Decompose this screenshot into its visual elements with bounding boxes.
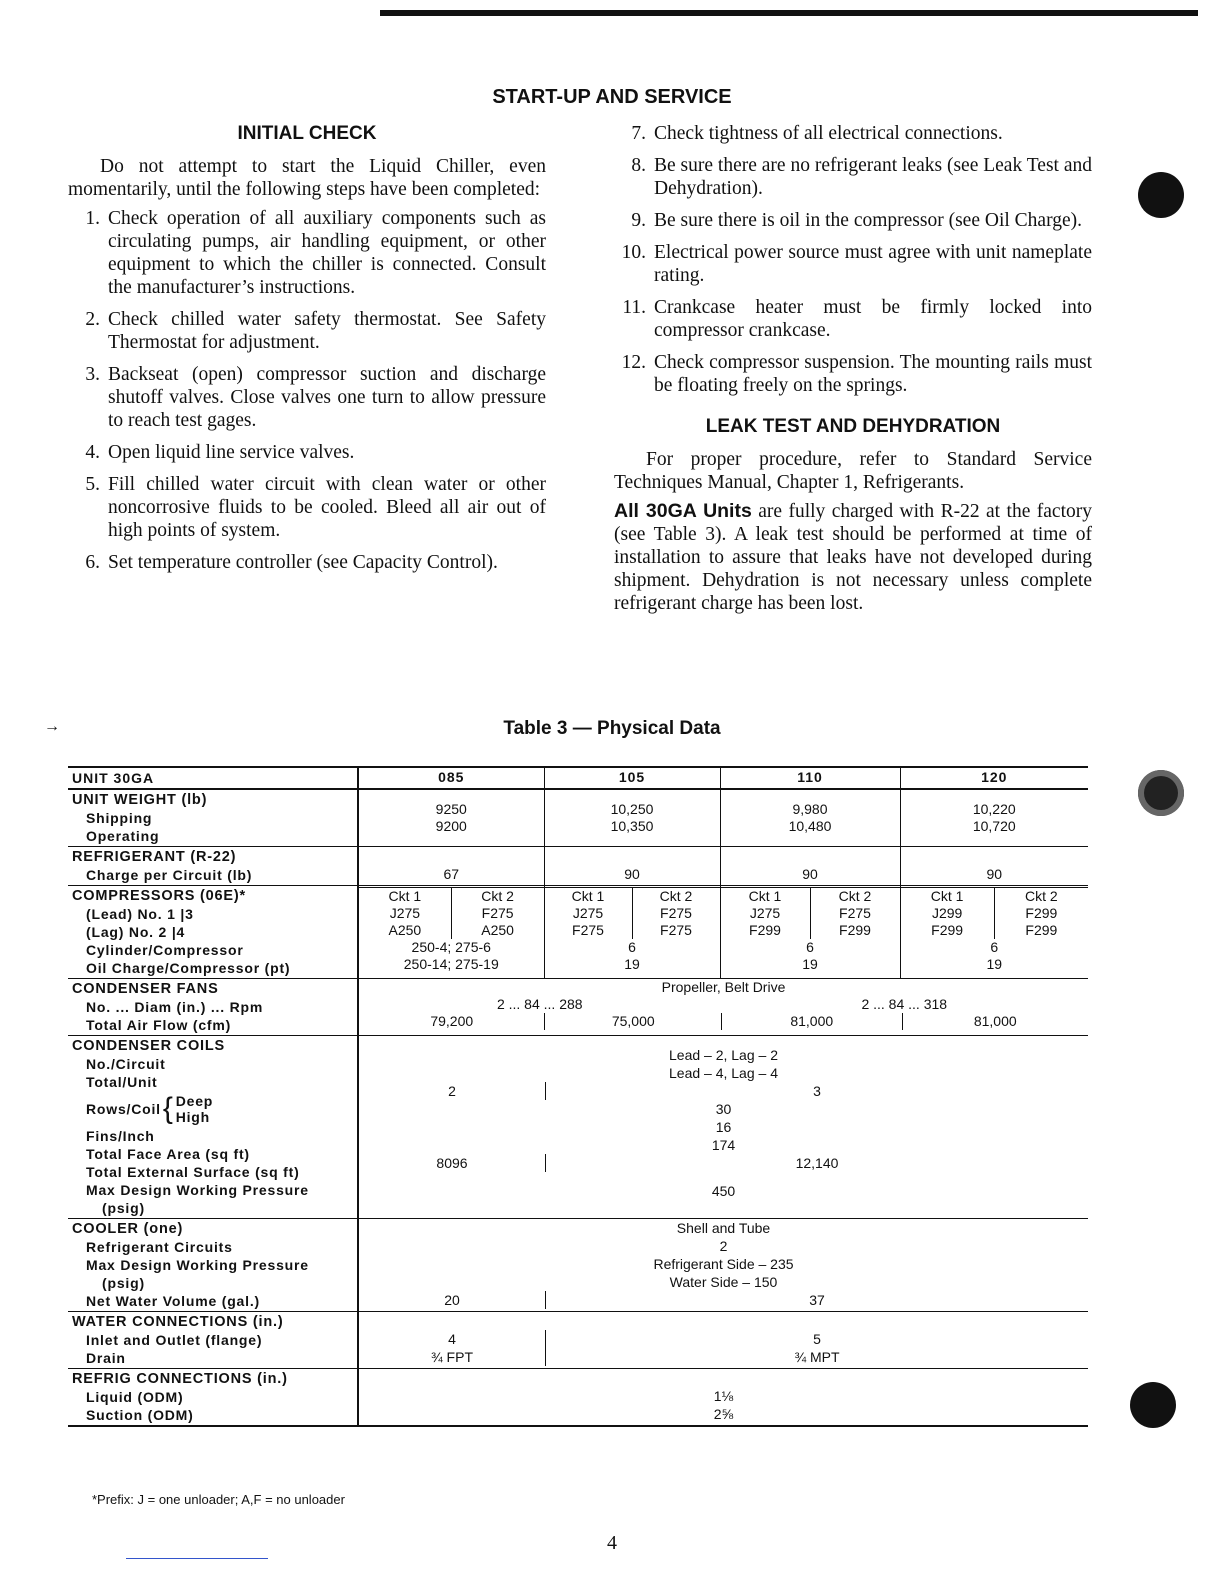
step-text: Open liquid line service valves. — [108, 442, 355, 463]
step-number: 7. — [631, 123, 646, 144]
compressors-120 — [900, 886, 1088, 979]
external-085: 8096 — [359, 1154, 546, 1172]
liquid-label: Liquid (ODM) — [86, 1389, 184, 1405]
liquid-size: 1⅛ — [713, 1388, 734, 1404]
cooler-row — [68, 1219, 1088, 1312]
fans-spec-label: No. ... Diam (in.) ... Rpm — [86, 999, 264, 1015]
charge-label: Charge per Circuit (lb) — [86, 867, 253, 883]
step-item — [614, 209, 1092, 232]
step-item — [614, 122, 1092, 145]
steps-list — [68, 207, 546, 574]
fans-label: CONDENSER FANS — [72, 981, 219, 997]
oil-value: 19 — [986, 956, 1003, 972]
step-item — [68, 363, 546, 432]
step-text: Check compressor suspension. The mounting rails must be floating freely on the springs. — [654, 352, 1092, 396]
coils-per-circuit: Lead – 2, Lag – 2 — [669, 1047, 778, 1063]
cooler-refrigerant-side: Refrigerant Side – 235 — [653, 1256, 794, 1272]
oil-label: Oil Charge/Compressor (pt) — [86, 960, 291, 976]
step-item — [68, 473, 546, 542]
airflow-120: 81,000 — [973, 1013, 1017, 1029]
total-unit-label: Total/Unit — [86, 1074, 158, 1090]
water-volume-rest: 37 — [809, 1292, 825, 1308]
step-number: 2. — [85, 309, 100, 330]
cooler-circuits-label: Refrigerant Circuits — [86, 1239, 233, 1255]
unit-weight-label: UNIT WEIGHT (lb) — [72, 792, 208, 808]
operating-110: 10,480 — [788, 818, 832, 834]
oil-value: 250-14; 275-19 — [403, 956, 499, 972]
fans-type: Propeller, Belt Drive — [661, 979, 786, 995]
airflow-110: 81,000 — [722, 1013, 903, 1030]
water-connections-row — [68, 1312, 1088, 1369]
initial-check-intro: Do not attempt to start the Liquid Chiller, even momentarily, until the following steps have been completed: — [68, 156, 546, 200]
steps-list-continued — [614, 122, 1092, 397]
table-header-row — [68, 767, 1088, 789]
step-text: Set temperature controller (see Capacity Control). — [108, 552, 498, 573]
coils-fins: 16 — [715, 1119, 732, 1135]
water-connections-label: WATER CONNECTIONS (in.) — [72, 1314, 284, 1330]
step-item — [614, 241, 1092, 287]
binder-hole — [1138, 770, 1184, 816]
step-item — [614, 154, 1092, 200]
rows-coil-label: Rows/Coil — [86, 1101, 161, 1117]
operating-label: Operating — [86, 828, 160, 844]
leak-test-para2 — [614, 500, 1092, 615]
circuit-2-header: Ckt 2 — [838, 888, 872, 904]
coils-per-unit: Lead – 4, Lag – 4 — [669, 1065, 778, 1081]
model-105: 105 — [544, 767, 720, 789]
coils-row: CONDENSER COILS No./Circuit Total/Unit Rows/Coil { Deep High Fins/Inch Total Face Area (sq ft) Total External Surface (sq ft) Max Design Working Pressure (psig) Lead – 2, Lag – 2 Lead – 4, Lag – 4 2 3 30 16 174 8096 12,140 450 — [68, 1036, 1088, 1219]
step-number: 9. — [631, 210, 646, 231]
step-item — [68, 441, 546, 464]
footnote: *Prefix: J = one unloader; A,F = no unloader — [92, 1492, 345, 1507]
charge-085: 67 — [443, 866, 460, 882]
lag-ckt2: F275 — [660, 922, 692, 938]
circuit-1-header: Ckt 1 — [545, 888, 633, 905]
coils-mdwp: 450 — [711, 1183, 736, 1199]
shipping-120: 10,220 — [972, 801, 1016, 817]
cylinder-value: 6 — [628, 939, 636, 955]
coils-face-area: 174 — [711, 1137, 736, 1153]
drain-label: Drain — [86, 1350, 126, 1366]
cooler-mdwp-label: Max Design Working Pressure — [86, 1257, 309, 1273]
fans-row — [68, 979, 1088, 1036]
coil-psig-label: (psig) — [102, 1200, 145, 1216]
circuit-1-header: Ckt 1 — [359, 888, 452, 905]
step-item — [68, 207, 546, 299]
binder-hole — [1138, 172, 1184, 218]
refrigerant-label: REFRIGERANT (R-22) — [72, 849, 237, 865]
coils-high: 30 — [715, 1101, 732, 1117]
step-text: Be sure there are no refrigerant leaks (see Leak Test and Dehydration). — [654, 155, 1092, 199]
step-item — [614, 296, 1092, 342]
refrig-connections-row — [68, 1369, 1088, 1427]
cooler-water-side: Water Side – 150 — [669, 1274, 778, 1290]
top-rule — [380, 10, 1198, 16]
right-column — [614, 122, 1092, 615]
model-110: 110 — [720, 767, 900, 789]
inlet-085: 4 — [448, 1331, 456, 1347]
step-number: 1. — [85, 208, 100, 229]
leak-test-body: are fully charged with R-22 at the factory (see Table 3). A leak test should be performed at time of installation to assure that leaks have not developed during shipment. Dehydration is not necessary unless complete refrigerant charge has been lost. — [614, 501, 1092, 614]
lag-ckt1: F299 — [901, 922, 995, 939]
inlet-rest: 5 — [813, 1331, 821, 1347]
unit-label: UNIT 30GA — [68, 767, 358, 789]
arrow-icon: → — [44, 718, 60, 735]
step-text: Check tightness of all electrical connections. — [654, 123, 1003, 144]
cooler-psig-label: (psig) — [102, 1275, 145, 1291]
external-surface-label: Total External Surface (sq ft) — [86, 1164, 300, 1180]
lag-label: (Lag) No. 2 |4 — [86, 924, 186, 940]
lead-ckt2: F299 — [1025, 905, 1058, 921]
fans-spec-a: 2 ... 84 ... 288 — [496, 996, 583, 1012]
step-number: 6. — [85, 552, 100, 573]
high-label: High — [175, 1109, 211, 1125]
step-item — [614, 351, 1092, 397]
step-number: 8. — [631, 155, 646, 176]
inlet-outlet-label: Inlet and Outlet (flange) — [86, 1332, 263, 1348]
refrig-connections-label: REFRIG CONNECTIONS (in.) — [72, 1371, 288, 1387]
binder-hole — [1130, 1382, 1176, 1428]
compressors-085 — [358, 886, 544, 979]
coils-label: CONDENSER COILS — [72, 1038, 225, 1054]
lead-ckt1: J275 — [721, 905, 811, 922]
lead-ckt2: F275 — [839, 905, 871, 921]
lead-ckt1: J275 — [545, 905, 633, 922]
drain-rest: ¾ MPT — [794, 1349, 840, 1365]
step-number: 12. — [621, 352, 646, 373]
lead-ckt2: F275 — [481, 905, 514, 921]
deep-label: Deep — [175, 1093, 214, 1109]
step-number: 11. — [622, 297, 646, 318]
suction-label: Suction (ODM) — [86, 1407, 194, 1423]
lag-ckt2: A250 — [481, 922, 514, 938]
compressors-105 — [544, 886, 720, 979]
step-text: Backseat (open) compressor suction and discharge shutoff valves. Close valves one turn to allow pressure to reach test gages. — [108, 364, 546, 431]
shipping-110: 9,980 — [792, 801, 828, 817]
step-text: Check chilled water safety thermostat. See Safety Thermostat for adjustment. — [108, 309, 546, 353]
lag-ckt1: F299 — [721, 922, 811, 939]
compressors-row — [68, 886, 1088, 979]
fans-spec-b: 2 ... 84 ... 318 — [861, 996, 948, 1012]
physical-data-table — [68, 766, 1088, 1427]
step-item — [68, 551, 546, 574]
step-text: Be sure there is oil in the compressor (see Oil Charge). — [654, 210, 1082, 231]
charge-110: 90 — [802, 866, 818, 882]
circuit-1-header: Ckt 1 — [901, 888, 995, 905]
step-item — [68, 308, 546, 354]
model-085: 085 — [358, 767, 544, 789]
circuit-2-header: Ckt 2 — [481, 888, 514, 904]
shipping-105: 10,250 — [610, 801, 654, 817]
shipping-label: Shipping — [86, 810, 153, 826]
lag-ckt2: F299 — [1025, 922, 1058, 938]
section-title: START-UP AND SERVICE — [492, 86, 732, 108]
step-text: Fill chilled water circuit with clean water or other noncorrosive fluids to be cooled. Bleed all air out of high points of system. — [108, 474, 546, 541]
operating-105: 10,350 — [610, 818, 654, 834]
model-120: 120 — [900, 767, 1088, 789]
table-title: Table 3 — Physical Data — [503, 718, 721, 739]
page-number: 4 — [607, 1532, 617, 1554]
oil-value: 19 — [802, 956, 818, 972]
airflow-label: Total Air Flow (cfm) — [86, 1017, 232, 1033]
lag-ckt1: F275 — [545, 922, 633, 939]
lead-ckt1: J299 — [901, 905, 995, 922]
charge-120: 90 — [986, 866, 1003, 882]
oil-value: 19 — [624, 956, 640, 972]
bottom-rule — [126, 1558, 268, 1559]
drain-085: ¾ FPT — [430, 1349, 473, 1365]
operating-085: 9200 — [435, 818, 467, 834]
initial-check-heading: INITIAL CHECK — [237, 123, 377, 144]
step-number: 3. — [85, 364, 100, 385]
water-volume-085: 20 — [359, 1291, 546, 1309]
lead-ckt1: J275 — [359, 905, 452, 922]
external-rest: 12,140 — [795, 1155, 839, 1171]
lag-ckt2: F299 — [839, 922, 871, 938]
airflow-105: 75,000 — [545, 1013, 722, 1030]
cooler-circuits: 2 — [719, 1238, 728, 1254]
leak-test-heading: LEAK TEST AND DEHYDRATION — [705, 416, 1001, 437]
circuit-1-header: Ckt 1 — [721, 888, 811, 905]
initial-check-column — [68, 122, 546, 583]
face-area-label: Total Face Area (sq ft) — [86, 1146, 250, 1162]
step-text: Crankcase heater must be firmly locked into compressor crankcase. — [654, 297, 1092, 341]
step-number: 4. — [85, 442, 100, 463]
step-number: 10. — [621, 242, 646, 263]
leak-test-lead: All 30GA Units — [614, 500, 752, 522]
step-text: Electrical power source must agree with unit nameplate rating. — [654, 242, 1092, 286]
rows-085: 2 — [359, 1082, 546, 1100]
unit-weight-row — [68, 789, 1088, 847]
step-number: 5. — [85, 474, 100, 495]
leak-test-para1: For proper procedure, refer to Standard Service Techniques Manual, Chapter 1, Refrigerants. — [614, 449, 1092, 493]
operating-120: 10,720 — [972, 818, 1016, 834]
circuit-label: No./Circuit — [86, 1056, 166, 1072]
fins-label: Fins/Inch — [86, 1128, 155, 1144]
rows-rest: 3 — [813, 1083, 821, 1099]
cooler-label: COOLER (one) — [72, 1221, 184, 1237]
cooler-type: Shell and Tube — [676, 1220, 771, 1236]
lead-label: (Lead) No. 1 |3 — [86, 906, 194, 922]
shipping-085: 9250 — [435, 801, 467, 817]
cylinder-value: 6 — [990, 939, 999, 955]
circuit-2-header: Ckt 2 — [1025, 888, 1058, 904]
water-volume-label: Net Water Volume (gal.) — [86, 1293, 260, 1309]
lead-ckt2: F275 — [660, 905, 692, 921]
lag-ckt1: A250 — [359, 922, 452, 939]
circuit-2-header: Ckt 2 — [659, 888, 693, 904]
cylinder-value: 250-4; 275-6 — [411, 939, 491, 955]
cylinder-value: 6 — [806, 939, 814, 955]
step-text: Check operation of all auxiliary components such as circulating pumps, air handling equipment, or other equipment to which the chiller is connected. Consult the manufacturer’s instructions. — [108, 208, 546, 298]
suction-size: 2⅝ — [713, 1406, 734, 1422]
cylinder-label: Cylinder/Compressor — [86, 942, 244, 958]
compressors-label: COMPRESSORS (06E)* — [72, 888, 246, 904]
coil-mdwp-label: Max Design Working Pressure — [86, 1182, 309, 1198]
airflow-085: 79,200 — [359, 1013, 545, 1030]
charge-105: 90 — [624, 866, 640, 882]
refrigerant-row — [68, 847, 1088, 886]
compressors-110 — [720, 886, 900, 979]
